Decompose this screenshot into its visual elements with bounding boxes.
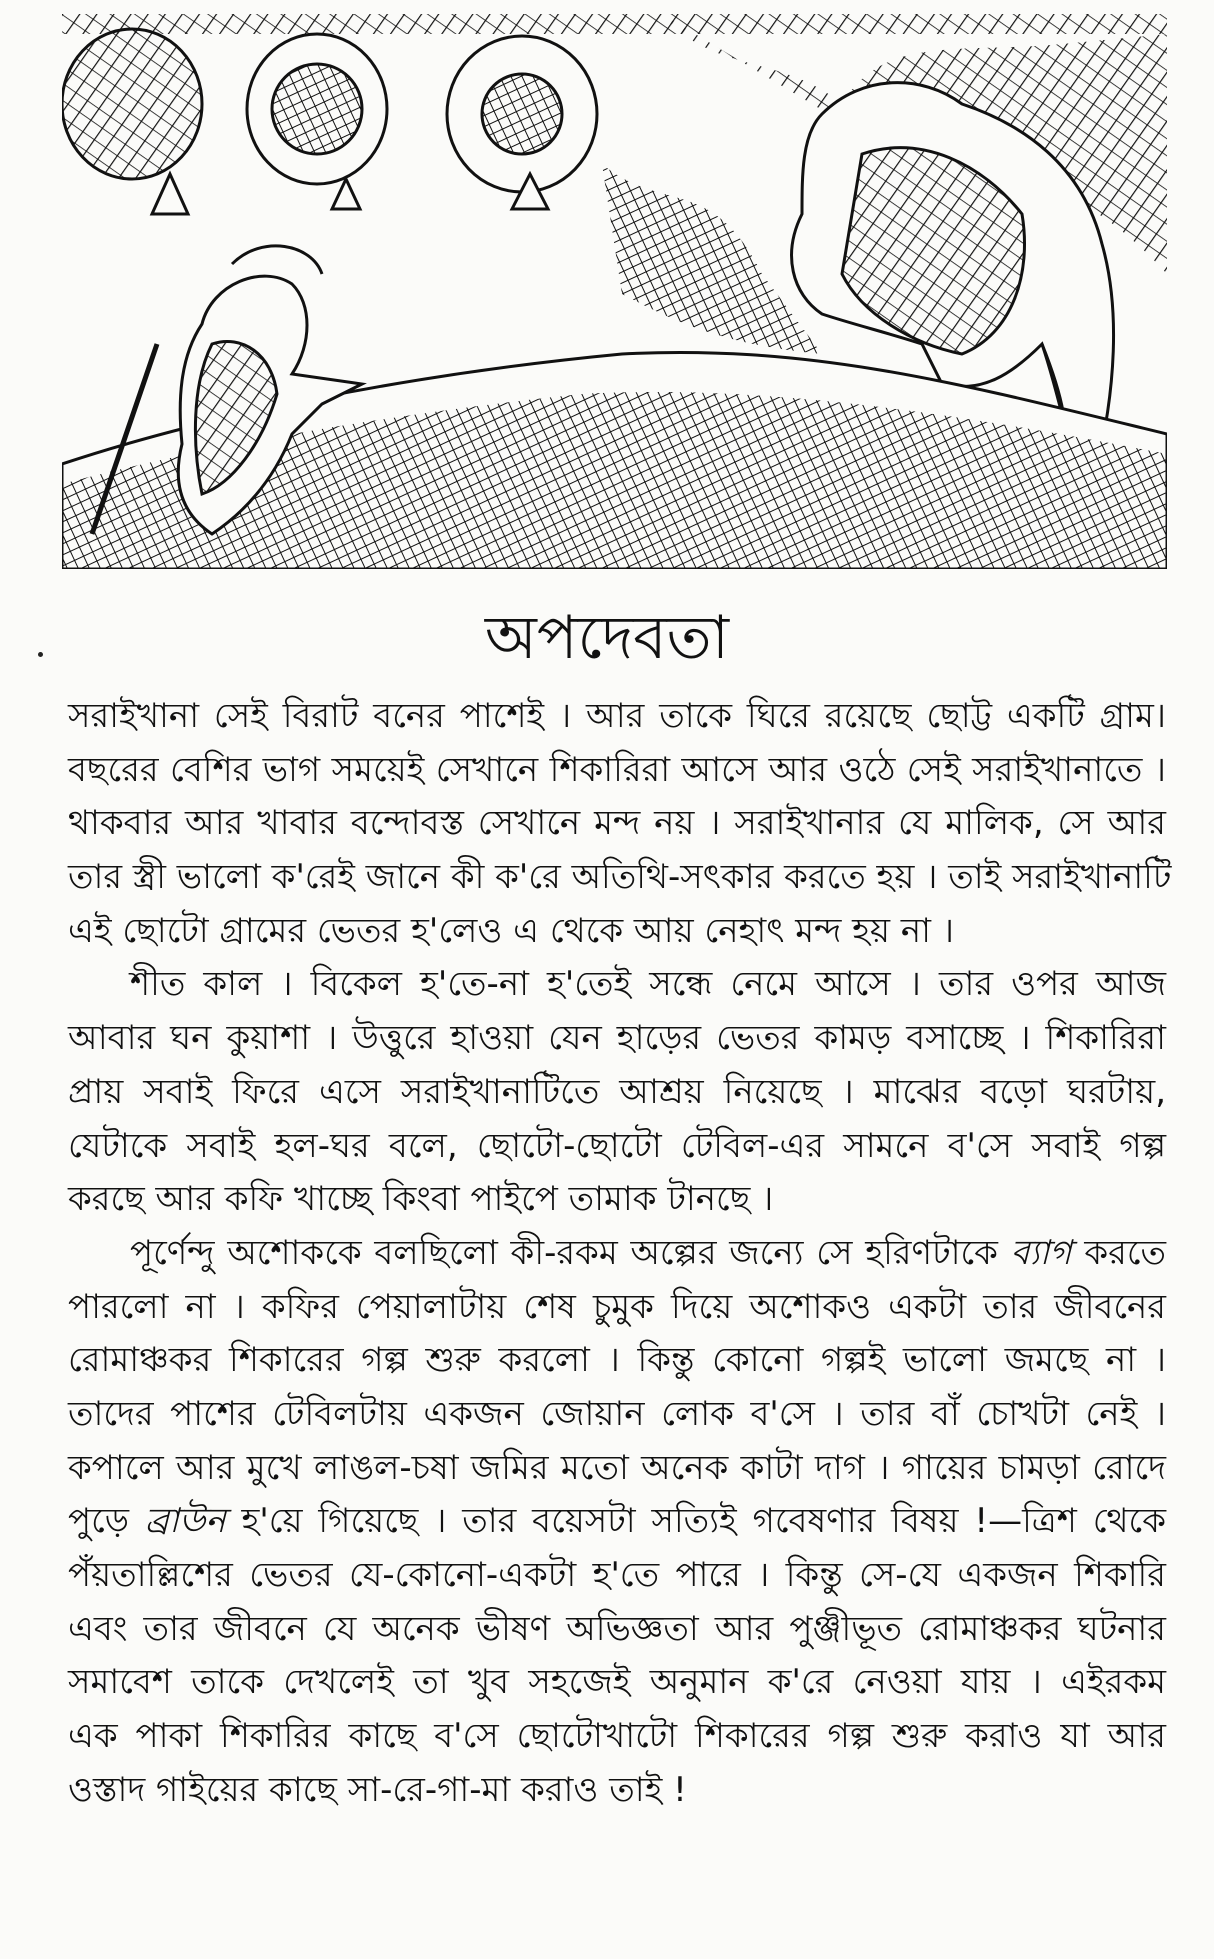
text-line: করছে আর কফি খাচ্ছে কিংবা পাইপে তামাক টানছে । — [68, 1179, 774, 1220]
text-segment: হ'য়ে গিয়েছে । তার বয়েসটা সত্যিই গবেষণার বিষয় !—ত্রিশ থেকে — [225, 1501, 1167, 1542]
text-line: আবার ঘন কুয়াশা । উত্তুরে হাওয়া যেন হাড়ের ভেতর কামড় বসাচ্ছে । শিকারিরা — [68, 1018, 1166, 1059]
text-line: পঁয়তাল্লিশের ভেতর যে-কোনো-একটা হ'তে পারে । কিন্তু সে-যে একজন শিকারি — [68, 1555, 1166, 1595]
page-title: অপদেবতা — [484, 603, 730, 673]
forest-bear-hunter-illustration — [62, 14, 1167, 569]
text-line: বছরের বেশির ভাগ সময়েই সেখানে শিকারিরা আসে আর ওঠে সেই সরাইখানাতে । — [68, 749, 1166, 790]
text-line: কপালে আর মুখে লাঙল-চষা জমির মতো অনেক কাটা দাগ । গায়ের চামড়া রোদে — [68, 1447, 1166, 1488]
text-line: ওস্তাদ গাইয়ের কাছে সা-রে-গা-মা করাও তাই ! — [68, 1769, 687, 1810]
text-line — [68, 1227, 1166, 1281]
text-line: রোমাঞ্চকর শিকারের গল্প শুরু করলো । কিন্তু কোনো গল্পই ভালো জমছে না । — [68, 1340, 1166, 1381]
text-line: তাদের পাশের টেবিলটায় একজন জোয়ান লোক ব'সে । তার বাঁ চোখটা নেই । — [68, 1393, 1166, 1434]
text-line: শীত কাল । বিকেল হ'তে-না হ'তেই সন্ধে নেমে আসে । তার ওপর আজ — [130, 964, 1166, 1005]
scan-speck — [38, 652, 43, 657]
text-line: এবং তার জীবনে যে অনেক ভীষণ অভিজ্ঞতা আর পুঞ্জীভূত রোমাঞ্চকর ঘটনার — [68, 1608, 1166, 1649]
text-line: তার স্ত্রী ভালো ক'রেই জানে কী ক'রে অতিথি-সৎকার করতে হয় । তাই সরাইখানাটি — [68, 857, 1172, 898]
text-segment: পূর্ণেন্দু অশোককে বলছিলো কী-রকম অল্পের জন্যে সে হরিণটাকে — [130, 1232, 1011, 1273]
text-line: সরাইখানা সেই বিরাট বনের পাশেই । আর তাকে ঘিরে রয়েছে ছোট্ট একটি গ্রাম। — [68, 696, 1166, 736]
text-line — [68, 1495, 1166, 1549]
story-body — [68, 690, 1172, 1817]
text-line: এক পাকা শিকারির কাছে ব'সে ছোটোখাটো শিকারের গল্প শুরু করাও যা আর — [68, 1716, 1166, 1757]
italic-word: ব্যাগ — [1010, 1232, 1072, 1273]
text-line: পারলো না । কফির পেয়ালাটায় শেষ চুমুক দিয়ে অশোকও একটা তার জীবনের — [68, 1286, 1166, 1327]
text-line: এই ছোটো গ্রামের ভেতর হ'লেও এ থেকে আয় নেহাৎ মন্দ হয় না । — [68, 910, 954, 951]
text-segment: করতে — [1071, 1232, 1166, 1273]
text-line: থাকবার আর খাবার বন্দোবস্ত সেখানে মন্দ নয় । সরাইখানার যে মালিক, সে আর — [68, 803, 1166, 844]
text-segment: পুড়ে — [68, 1501, 145, 1542]
text-line: যেটাকে সবাই হল-ঘর বলে, ছোটো-ছোটো টেবিল-এর সামনে ব'সে সবাই গল্প — [68, 1125, 1166, 1166]
text-line: সমাবেশ তাকে দেখলেই তা খুব সহজেই অনুমান ক'রে নেওয়া যায় । এইরকম — [68, 1662, 1166, 1703]
text-line: প্রায় সবাই ফিরে এসে সরাইখানাটিতে আশ্রয় নিয়েছে । মাঝের বড়ো ঘরটায়, — [68, 1071, 1166, 1112]
italic-word: ব্রাউন — [144, 1501, 226, 1542]
